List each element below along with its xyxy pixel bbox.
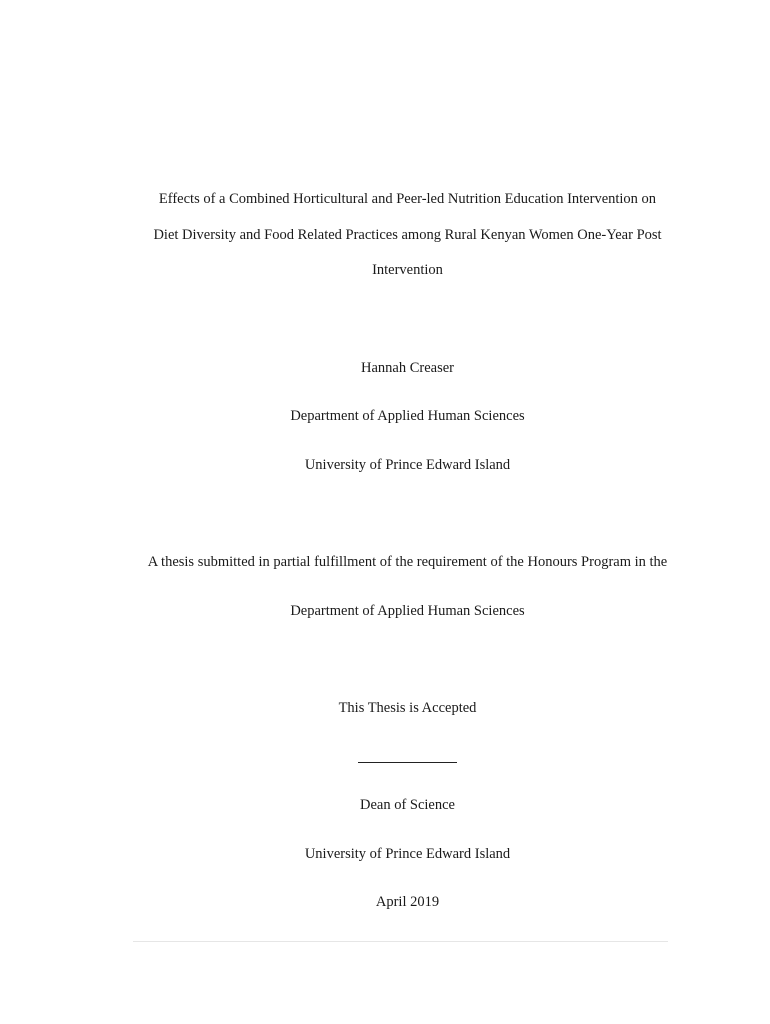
signature-line xyxy=(358,762,457,763)
signatory-university: University of Prince Edward Island xyxy=(304,846,511,862)
submission-line-1: A thesis submitted in partial fulfillment of the requirement of the Honours Program in the xyxy=(147,554,668,570)
submission-line-2: Department of Applied Human Sciences xyxy=(290,603,525,619)
author-name: Hannah Creaser xyxy=(361,360,454,376)
title-line-3: Intervention xyxy=(372,262,443,278)
acceptance-statement: This Thesis is Accepted xyxy=(338,700,477,716)
page-footer-divider xyxy=(133,941,668,942)
author-university: University of Prince Edward Island xyxy=(304,457,511,473)
signatory-title: Dean of Science xyxy=(359,797,455,813)
title-line-1: Effects of a Combined Horticultural and Peer-led Nutrition Education Intervention on xyxy=(158,191,657,207)
acceptance-date: April 2019 xyxy=(375,894,440,910)
author-department: Department of Applied Human Sciences xyxy=(290,408,525,424)
title-line-2: Diet Diversity and Food Related Practices among Rural Kenyan Women One-Year Post xyxy=(153,227,662,243)
